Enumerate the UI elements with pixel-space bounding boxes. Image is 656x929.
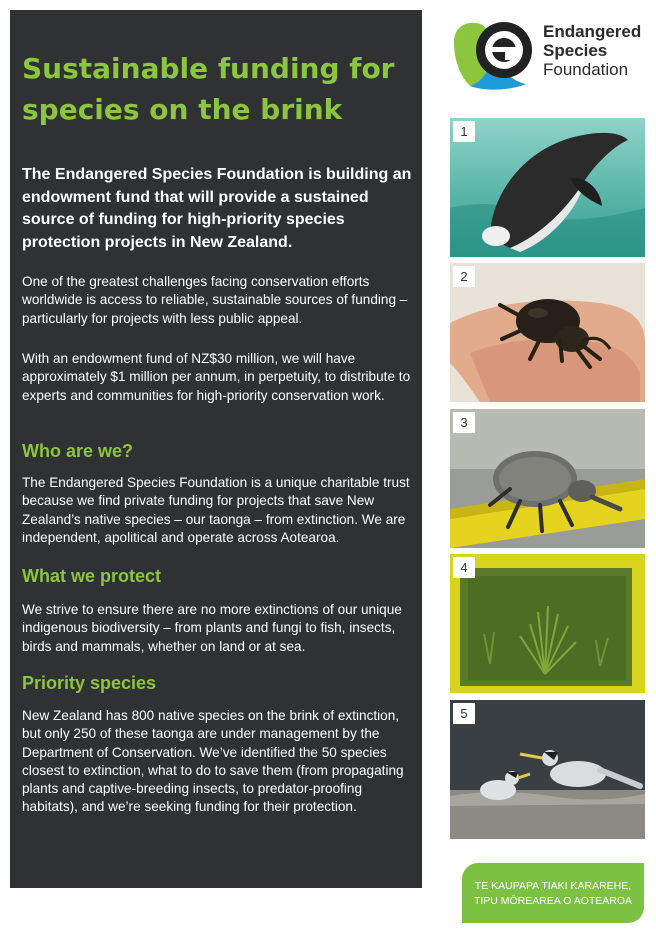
intro-paragraph-2: With an endowment fund of NZ$30 million, we will have approximately $1 million per annum, in perpetuity, to distribute to experts and communities for high-priority conservation work. [22,351,411,403]
page-title: Sustainable funding for species on the brink [22,52,395,126]
photo-plant [450,554,645,693]
photo-number-1: 1 [453,121,475,142]
photo-beetle [450,263,645,402]
photo-number-2: 2 [453,266,475,287]
section-body-protect: We strive to ensure there are no more extinctions of our unique indigenous biodiversity – from plants and fungi to fish, insects, birds and mammals, whether on land or at sea. [22,602,402,654]
photo-dolphin [450,118,645,257]
section-body-who: The Endangered Species Foundation is a unique charitable trust because we find private funding for projects that save New Zealand’s native species – our taonga – from extinction. We are independent, apolitical and operate across Aotearoa. [22,475,410,545]
weevil-image [450,409,645,548]
dolphin-image [450,118,645,257]
logo-line-2: Species [543,41,608,60]
badge-line-2: TIPU MŌREAREA O AOTEAROA [473,895,633,907]
lead-paragraph: The Endangered Species Foundation is building an endowment fund that will provide a sustained source of funding for high-priority species protection projects in New Zealand. [22,166,412,251]
section-heading-who: Who are we? [22,441,134,461]
logo-line-3: Foundation [543,60,629,79]
intro-paragraph-1: One of the greatest challenges facing conservation efforts worldwide is access to reliable, sustainable sources of funding – particularly for projects with less public appeal. [22,274,408,326]
birds-image [450,700,645,839]
photo-number-3: 3 [453,412,475,433]
logo-mark-icon [448,12,540,90]
photo-weevil [450,409,645,548]
logo-wordmark [543,22,641,79]
logo-line-1: Endangered [543,22,642,41]
section-heading-priority: Priority species [22,673,157,693]
maori-motto-badge [462,863,644,923]
section-body-priority: New Zealand has 800 native species on the brink of extinction, but only 250 of these taonga are under management by the Department of Conservation. We’ve identified the 50 species closest to extinction, what to do to save them (from propagating plants and captive-breeding insects, to predator-proofing habitats), and we’re seeking funding for their protection. [22,708,404,815]
plant-image [450,554,645,693]
badge-line-1: TE KAUPAPA TIAKI KARAREHE, [474,880,632,892]
section-heading-protect: What we protect [22,566,162,586]
photo-number-5: 5 [453,703,475,724]
beetle-image [450,263,645,402]
photo-birds [450,700,645,839]
photo-number-4: 4 [453,557,475,578]
